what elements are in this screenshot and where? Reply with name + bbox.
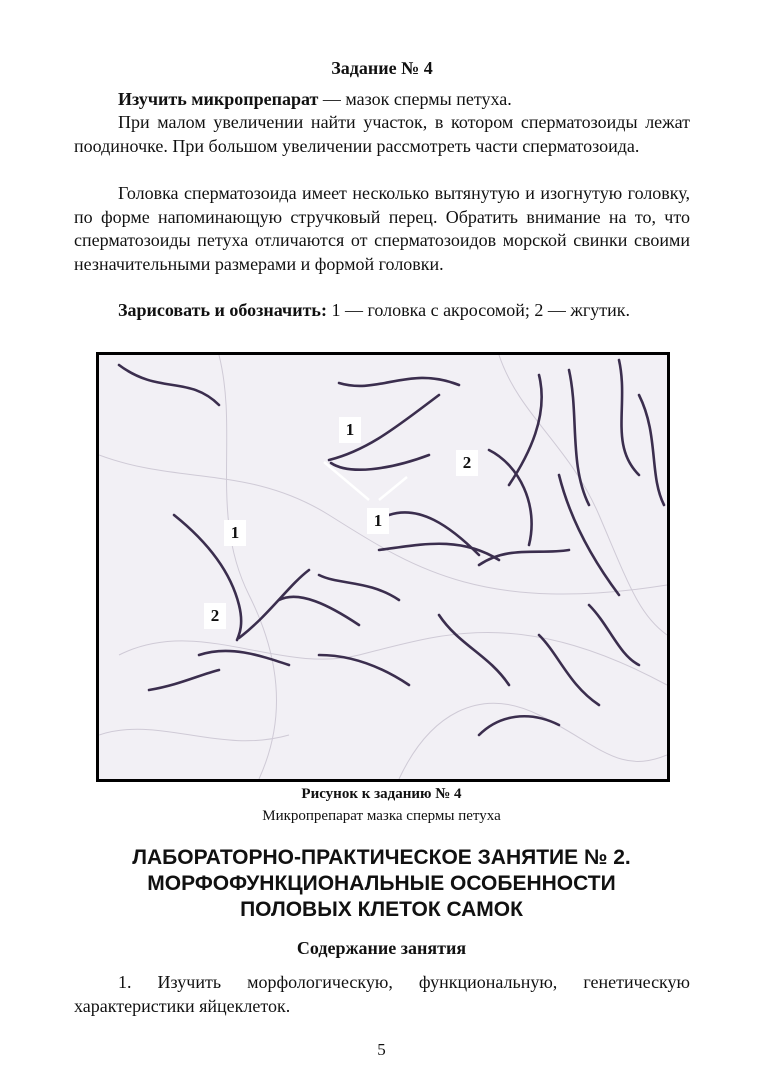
label-head-top: 1: [339, 417, 361, 443]
task-paragraph-4-text: 1 — головка с акросомой; 2 — жгутик.: [326, 300, 630, 320]
task-paragraph-3: Головка сперматозоида имеет несколько вытянутую и изогнутую головку, по форме напоминающую стручковый перец. Обратить внимание на то, что сперматозоиды петуха отличаются от сперматозоидов морской свинки своими незначительными размерами и формой головки.: [74, 183, 690, 274]
figure-caption-title: Рисунок к заданию № 4: [301, 786, 462, 802]
micrograph-image: [99, 355, 667, 779]
content-title: Содержание занятия: [296, 938, 467, 958]
lab-heading-line-1: ЛАБОРАТОРНО-ПРАКТИЧЕСКОЕ ЗАНЯТИЕ № 2.: [132, 846, 631, 869]
lab-heading-line-2: МОРФОФУНКЦИОНАЛЬНЫЕ ОСОБЕННОСТИ: [147, 872, 616, 895]
lab-heading-line-3: ПОЛОВЫХ КЛЕТОК САМОК: [240, 898, 523, 921]
micrograph-figure: [96, 352, 670, 782]
label-flagellum-right: 2: [456, 450, 478, 476]
label-head-center: 1: [367, 508, 389, 534]
task-paragraph-2: При малом увеличении найти участок, в котором сперматозоиды лежат поодиночке. При большом увеличении рассмотреть части сперматозоида.: [74, 112, 690, 156]
label-head-left: 1: [224, 520, 246, 546]
lab-heading: [0, 845, 763, 923]
task-title: Задание № 4: [331, 58, 433, 78]
task-paragraph-1: [74, 88, 690, 112]
task-paragraph-4: [74, 299, 690, 323]
label-flagellum-left: 2: [204, 603, 226, 629]
task-paragraph-4-bold: Зарисовать и обозначить:: [118, 300, 327, 320]
task-paragraph-1-bold: Изучить микропрепарат: [118, 89, 319, 109]
figure-caption-subtitle: Микропрепарат мазка спермы петуха: [262, 808, 501, 824]
content-item-1: 1. Изучить морфологическую, функциональную, генетическую характеристики яйцеклеток.: [74, 972, 690, 1016]
page-number: 5: [377, 1040, 386, 1059]
task-paragraph-1-text: — мазок спермы петуха.: [318, 89, 512, 109]
